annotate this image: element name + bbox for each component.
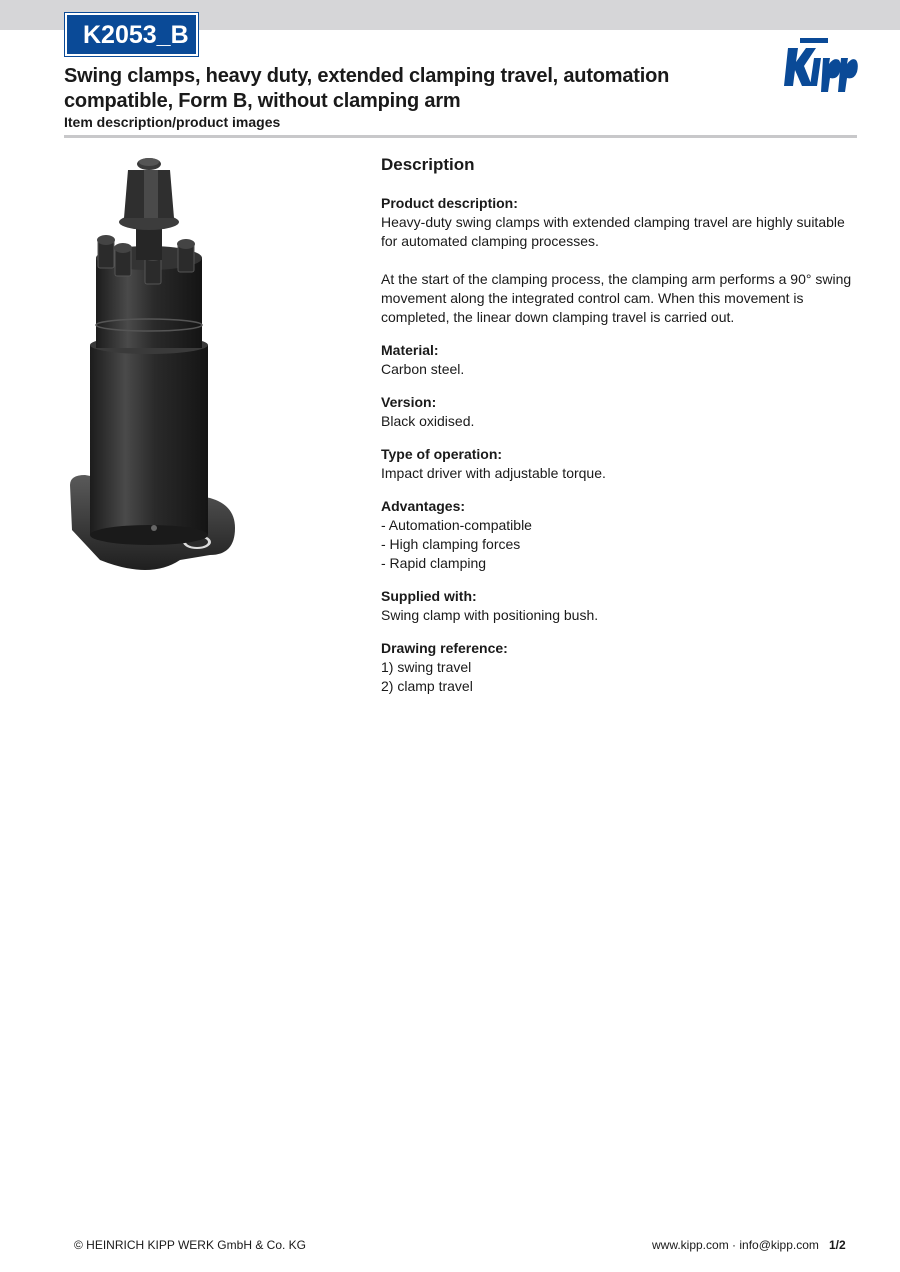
operation-value: Impact driver with adjustable torque. (381, 465, 606, 481)
operation-section (381, 445, 861, 483)
item-code-badge: K2053_B (65, 13, 198, 56)
product-description-label: Product description: (381, 195, 518, 211)
drawing-reference-item: 1) swing travel (381, 659, 472, 675)
operation-label: Type of operation: (381, 446, 503, 462)
product-description-p2: At the start of the clamping process, the clamping arm performs a 90° swing movement along the integrated control cam. When this movement is completed, the linear down clamping travel is carried out. (381, 271, 852, 325)
material-label: Material: (381, 342, 439, 358)
product-description-p1: Heavy-duty swing clamps with extended clamping travel are highly suitable for automated clamping processes. (381, 214, 845, 249)
material-section (381, 341, 861, 379)
swing-clamp-product-image (60, 150, 240, 590)
paragraph-gap (381, 251, 861, 270)
drawing-reference-section (381, 639, 861, 696)
drawing-reference-label: Drawing reference: (381, 640, 508, 656)
drawing-reference-item: 2) clamp travel (381, 678, 473, 694)
version-label: Version: (381, 394, 437, 410)
page-title: Swing clamps, heavy duty, extended clamping travel, automation compatible, Form B, without clamping arm (64, 65, 670, 112)
supplied-value: Swing clamp with positioning bush. (381, 607, 599, 623)
advantages-label: Advantages: (381, 498, 466, 514)
description-panel (381, 154, 861, 710)
supplied-section (381, 587, 861, 625)
footer-copyright: © HEINRICH KIPP WERK GmbH & Co. KG (74, 1238, 306, 1252)
page-subtitle: Item description/product images (64, 114, 281, 130)
kipp-logo (784, 36, 858, 92)
advantage-item: - Automation-compatible (381, 517, 532, 533)
product-description-section (381, 194, 861, 327)
header-divider (64, 135, 857, 138)
material-value: Carbon steel. (381, 361, 465, 377)
version-value: Black oxidised. (381, 413, 475, 429)
supplied-label: Supplied with: (381, 588, 477, 604)
footer-page-number: 1/2 (829, 1238, 846, 1252)
advantage-item: - Rapid clamping (381, 555, 487, 571)
advantage-item: - High clamping forces (381, 536, 521, 552)
advantages-section (381, 497, 861, 573)
description-heading: Description (381, 155, 475, 174)
footer-contact[interactable]: www.kipp.com · info@kipp.com (652, 1238, 819, 1252)
version-section (381, 393, 861, 431)
